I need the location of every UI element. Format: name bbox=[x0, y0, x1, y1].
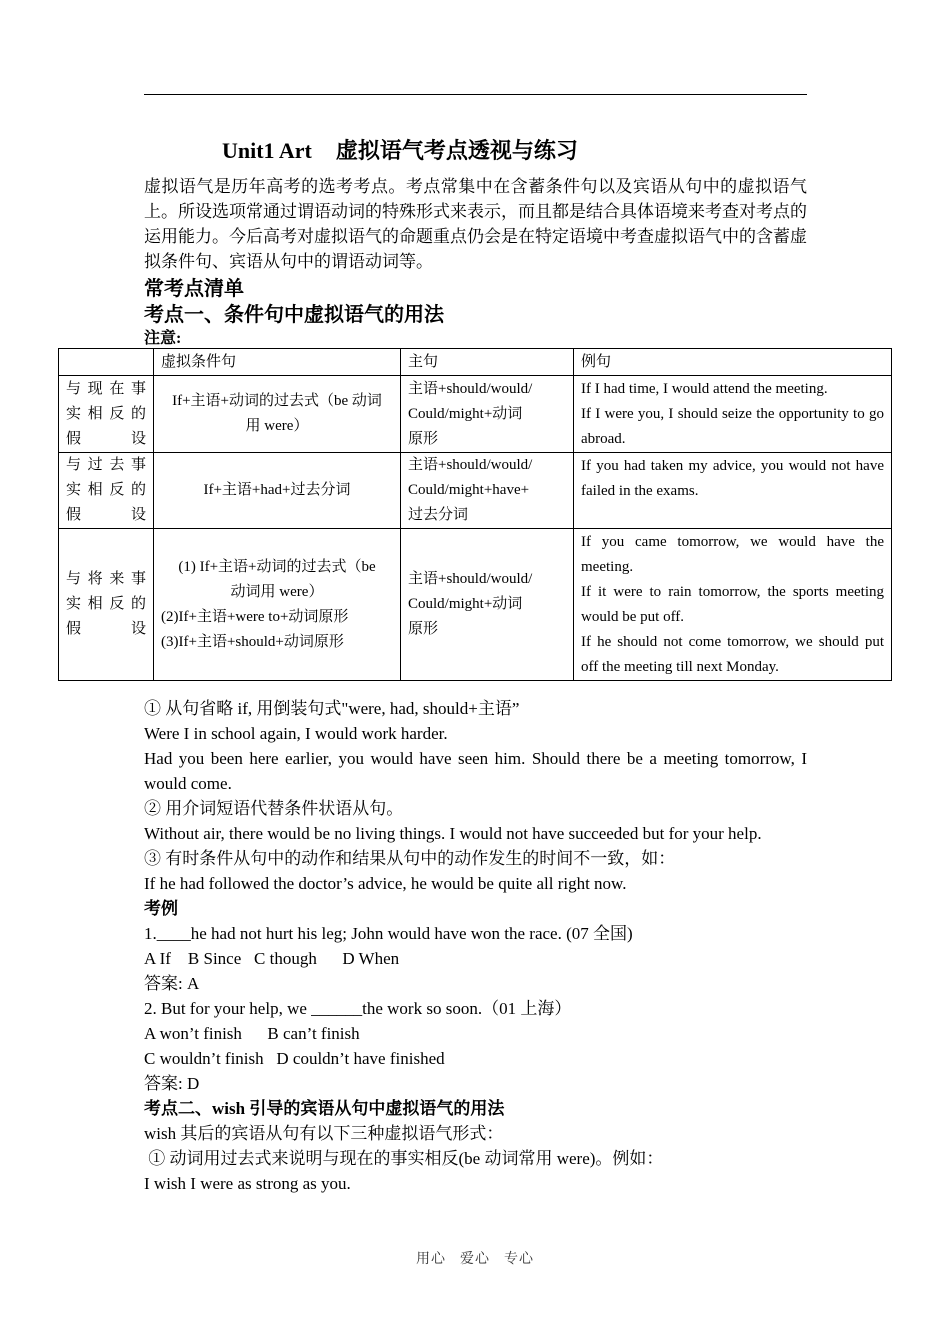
section-heading: 考点二、wish 引导的宾语从句中虚拟语气的用法 bbox=[144, 1099, 505, 1118]
heading-list: 常考点清单 bbox=[144, 278, 244, 300]
table-row bbox=[59, 453, 892, 529]
table-header-cell: 例句 bbox=[574, 349, 892, 376]
cell-line: 主语+should/would/ bbox=[408, 571, 533, 587]
body-line: If he had followed the doctor’s advice, he would be quite all right now. bbox=[144, 874, 627, 893]
cell-line: 动词用 were） bbox=[230, 583, 324, 600]
body-line: A If B Since C though D When bbox=[144, 949, 400, 968]
heading-note: 注意: bbox=[144, 330, 182, 347]
cell-line: If+主语+had+过去分词 bbox=[203, 482, 351, 498]
intro-paragraph: 虚拟语气是历年高考的选考考点。考点常集中在含蓄条件句以及宾语从句中的虚拟语气上。所设选项常通过谓语动词的特殊形式来表示，而且都是结合具体语境来考查对考点的运用能力。今后高考对虚拟语气的命题重点仍会是在特定语境中考查虚拟语气中的含蓄虚拟条件句、宾语从句中的谓语动词等。 bbox=[144, 177, 807, 271]
cell-line: 原形 bbox=[408, 430, 439, 447]
cell-line: (2)If+主语+were to+动词原形 bbox=[161, 608, 349, 625]
body-line: A won’t finish B can’t finish bbox=[144, 1024, 360, 1043]
cell-line: 实相反的 bbox=[66, 482, 146, 498]
cell-line: If+主语+动词的过去式（be 动词 bbox=[172, 393, 382, 409]
body-line: 答案: D bbox=[144, 1074, 200, 1093]
cell-line: If it were to rain tomorrow, the sports meeting would be put off. bbox=[581, 584, 884, 625]
table-cell-type bbox=[59, 376, 154, 453]
top-rule bbox=[144, 94, 807, 95]
body-line: Without air, there would be no living things. I would not have succeeded but for your help. bbox=[144, 824, 762, 843]
cell-line: 假设 bbox=[66, 621, 146, 637]
body-line: ① 从句省略 if, 用倒装句式"were, had, should+主语” bbox=[144, 699, 520, 718]
cell-line: If you had taken my advice, you would not have failed in the exams. bbox=[581, 458, 884, 499]
table-cell-examples bbox=[574, 453, 892, 529]
cell-line: 与将来事 bbox=[66, 571, 146, 587]
cell-line: Could/might+动词 bbox=[408, 405, 523, 422]
table-cell-type bbox=[59, 529, 154, 681]
cell-line: 假设 bbox=[66, 430, 146, 447]
body-line: ③ 有时条件从句中的动作和结果从句中的动作发生的时间不一致，如： bbox=[144, 849, 676, 868]
section-heading: 考例 bbox=[144, 899, 178, 918]
body-line: C wouldn’t finish D couldn’t have finished bbox=[144, 1049, 445, 1068]
table-cell-type bbox=[59, 453, 154, 529]
table-row bbox=[59, 376, 892, 453]
table-cell-condition bbox=[154, 376, 401, 453]
table-cell-main bbox=[401, 529, 574, 681]
cell-line: 实相反的 bbox=[66, 596, 146, 612]
cell-line: If I were you, I should seize the opportunity to go abroad. bbox=[581, 406, 884, 447]
body-line: 1.____he had not hurt his leg; John would have won the race. (07 全国) bbox=[144, 924, 633, 943]
body-line: Had you been here earlier, you would have seen him. Should there be a meeting tomorrow, I would come. bbox=[144, 749, 812, 793]
table-header-row bbox=[59, 349, 892, 376]
cell-line: 主语+should/would/ bbox=[408, 380, 533, 397]
table-cell-examples bbox=[574, 529, 892, 681]
cell-line: Could/might+动词 bbox=[408, 596, 523, 612]
body-line: ① 动词用过去式来说明与现在的事实相反(be 动词常用 were)。例如： bbox=[144, 1149, 664, 1168]
body-line: 2. But for your help, we ______the work so soon.（01 上海） bbox=[144, 999, 572, 1018]
footer-word: 用心 bbox=[416, 1252, 446, 1267]
table-header-cell: 虚拟条件句 bbox=[154, 349, 401, 376]
cell-line: 用 were） bbox=[245, 418, 309, 434]
page-footer bbox=[0, 1248, 950, 1268]
conditional-table bbox=[58, 348, 892, 681]
cell-line: Could/might+have+ bbox=[408, 482, 530, 498]
table-cell-examples bbox=[574, 376, 892, 453]
body-line: Were I in school again, I would work harder. bbox=[144, 724, 448, 743]
cell-line: If he should not come tomorrow, we should put off the meeting till next Monday. bbox=[581, 634, 884, 675]
table-cell-main bbox=[401, 453, 574, 529]
cell-line: 假设 bbox=[66, 507, 146, 523]
cell-line: 与现在事 bbox=[66, 380, 146, 397]
table-cell-condition bbox=[154, 529, 401, 681]
table-header-cell: 主句 bbox=[401, 349, 574, 376]
body-text bbox=[144, 696, 812, 1196]
body-line: 答案: A bbox=[144, 974, 200, 993]
body-line: I wish I were as strong as you. bbox=[144, 1174, 351, 1193]
cell-line: 主语+should/would/ bbox=[408, 457, 533, 473]
cell-line: 过去分词 bbox=[408, 507, 469, 523]
heading-point1: 考点一、条件句中虚拟语气的用法 bbox=[144, 304, 444, 326]
body-line: ② 用介词短语代替条件状语从句。 bbox=[144, 799, 404, 818]
cell-line: 原形 bbox=[408, 621, 439, 637]
body-line: wish 其后的宾语从句有以下三种虚拟语气形式： bbox=[144, 1124, 504, 1143]
page-title bbox=[222, 134, 578, 165]
table-row bbox=[59, 529, 892, 681]
title-sub: 虚拟语气考点透视与练习 bbox=[335, 138, 578, 163]
footer-word: 爱心 bbox=[460, 1252, 490, 1267]
cell-line: If I had time, I would attend the meeting. bbox=[581, 381, 828, 397]
cell-line: If you came tomorrow, we would have the meeting. bbox=[581, 534, 884, 575]
cell-line: (3)If+主语+should+动词原形 bbox=[161, 633, 344, 650]
table-header-cell bbox=[59, 349, 154, 376]
cell-line: (1) If+主语+动词的过去式（be bbox=[178, 558, 376, 575]
table-cell-main bbox=[401, 376, 574, 453]
footer-word: 专心 bbox=[504, 1252, 534, 1267]
cell-line: 实相反的 bbox=[66, 405, 146, 422]
cell-line: 与过去事 bbox=[66, 457, 146, 473]
title-main: Unit1 Art bbox=[222, 138, 312, 163]
table-cell-condition bbox=[154, 453, 401, 529]
